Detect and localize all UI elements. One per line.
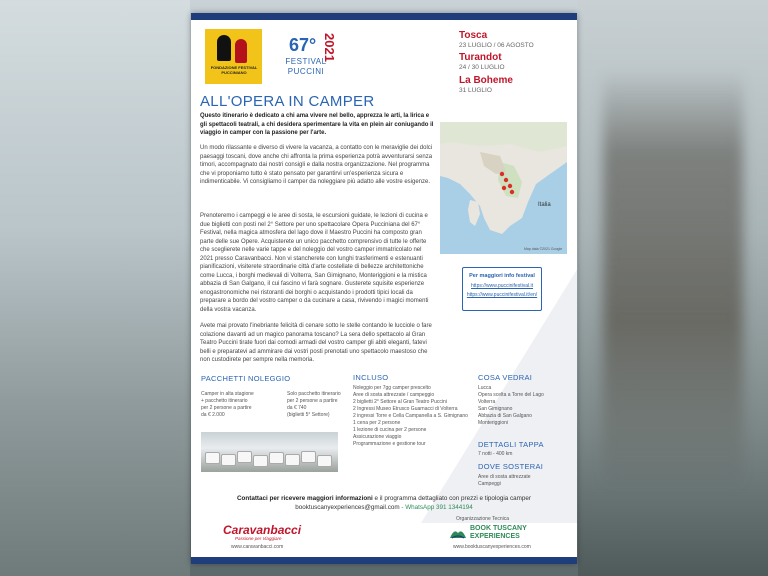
map-pin-icon[interactable] bbox=[508, 184, 512, 188]
dove-sosterai-heading: DOVE SOSTERAI bbox=[478, 462, 544, 471]
show-dates: 31 LUGLIO bbox=[459, 87, 492, 94]
list-item: Assicurazione viaggio bbox=[353, 434, 402, 440]
show-title: Turandot bbox=[459, 52, 502, 63]
contact-block bbox=[191, 494, 577, 512]
show-dates: 24 / 30 LUGLIO bbox=[459, 64, 505, 71]
contact-whatsapp[interactable]: - WhatsApp 391 1344194 bbox=[399, 504, 473, 511]
pacchetto-itinerario: Solo pacchetto itinerario per 2 persone a partire da € 740 (biglietti 5° Settore) bbox=[287, 391, 341, 418]
festival-year: 2021 bbox=[322, 33, 337, 62]
festival-number: 67° bbox=[289, 35, 317, 55]
body-paragraph: Prenoteremo i campeggi e le aree di sosta, le escursioni guidate, le lezioni di cucina e due biglietti con posti nel 2° Settore per uno spettacolare Opera Pucciniana del 67° Festival, nella magica atmosfera del lago dove il Maestro Puccini ha composto gran parte delle sue Opere. Acquisterete un unico pacchetto comprensivo di tutte le offerte che sceglierete nelle varie tappe e del noleggio del vostro camper immatricolato nel 2021 presso Caravanbacci. Non vi stancherete con lunghi trasferimenti e estenuanti pianificazioni, visiterete straordinarie città d'arte costellate di bellezze architettoniche come Lucca, i borghi medievali di Volterra, San Gimignano, Monteriggioni e la mistica abbazia di San Galgano, il cui fascino vi farà sognare. Gusterete squisite esperienze enogastronomiche nei ristoranti dei borghi o acquistando i prodotti tipici locali da preparare a bordo del vostro camper o da cucinare a casa, rivivendo i magici momenti della vostra vacanza. bbox=[200, 213, 429, 313]
poster-text: FONDAZIONE FESTIVAL PUCCINIANO bbox=[210, 65, 258, 75]
contact-email[interactable]: booktuscanyexperiences@gmail.com bbox=[295, 504, 400, 511]
map-pin-icon[interactable] bbox=[500, 172, 504, 176]
map-pin-icon[interactable] bbox=[504, 178, 508, 182]
body-paragraph: Un modo rilassante e diverso di vivere la vacanza, a contatto con le meraviglie dei dolci paesaggi toscani, dove anche chi affronta la prima esperienza potrà avventurarsi senza timori, accompagnato dai nostri consigli e dalla nostra organizzazione. Nel programma che vi proponiamo tutto è stato pensato per garantirvi un'esperienza sicura e indimenticabile. Vi consigliamo il camper da noleggiare più adatto alle vostre esigenze. bbox=[200, 145, 433, 185]
map-graphic bbox=[440, 122, 567, 254]
caravanbacci-logo: Caravanbacci bbox=[223, 523, 302, 537]
background-pavilion bbox=[603, 70, 743, 490]
list-item: 2 ingressi Torre e Cella Campanella a S. Gimignano bbox=[353, 413, 468, 419]
caravanbacci-tagline: Passione per Viaggiare bbox=[235, 536, 282, 541]
route-map[interactable] bbox=[440, 122, 567, 254]
dettagli-text: 7 notti - 400 km bbox=[478, 451, 513, 457]
list-item: 1 lezione di cucina per 2 persone bbox=[353, 427, 427, 433]
info-box bbox=[462, 267, 542, 311]
festival-poster-logo bbox=[205, 29, 262, 84]
org-label: Organizzazione Tecnica bbox=[456, 516, 509, 522]
singer-silhouette-icon bbox=[217, 35, 231, 61]
cosa-vedrai-heading: COSA VEDRAI bbox=[478, 373, 533, 382]
list-item: Lucca bbox=[478, 385, 492, 391]
show-title: Tosca bbox=[459, 30, 488, 41]
map-country-label: Italia bbox=[538, 202, 551, 208]
list-item: 1 cena per 2 persone bbox=[353, 420, 401, 426]
book-tuscany-url[interactable]: www.booktuscanyexperiences.com bbox=[453, 544, 531, 550]
list-item: Campeggi bbox=[478, 481, 501, 487]
info-box-heading: Per maggiori info festival bbox=[469, 273, 535, 279]
book-tuscany-logo-icon bbox=[449, 526, 467, 540]
list-item: Abbazia di San Galgano bbox=[478, 413, 532, 419]
map-credit: Map data ©2021 Google bbox=[524, 247, 563, 251]
incluso-heading: INCLUSO bbox=[353, 373, 389, 382]
caravans-photo bbox=[201, 432, 338, 472]
list-item: 2 Ingressi Museo Etrusco Guarnacci di Volterra bbox=[353, 406, 458, 412]
brochure-page bbox=[191, 13, 577, 564]
list-item: Noleggio per 7gg camper prescelto bbox=[353, 385, 431, 391]
contact-heading: Contattaci per ricevere maggiori informazioni bbox=[237, 495, 373, 502]
map-pin-icon[interactable] bbox=[510, 190, 514, 194]
show-dates: 23 LUGLIO / 06 AGOSTO bbox=[459, 42, 534, 49]
body-paragraph: Avete mai provato l'inebriante felicità di cenare sotto le stelle contando le lucciole o fare colazione davanti ad un magico panorama toscano? La sera dello spettacolo al Gran Teatro Puccini tirate fuori dai comodi armadi del vostro camper gli abiti eleganti, fatevi belli e preparatevi ad ammirare dai vostri posti prenotati uno spettacolo maestoso che non custodirete per sempre nella memoria. bbox=[200, 323, 432, 363]
list-item: San Gimignano bbox=[478, 406, 513, 412]
book-tuscany-name: BOOK TUSCANY EXPERIENCES bbox=[470, 525, 527, 540]
list-item: Aree di sosta attrezzate bbox=[478, 474, 531, 480]
page-title: ALL'OPERA IN CAMPER bbox=[200, 93, 375, 110]
festival-name: FESTIVAL PUCCINI bbox=[285, 57, 327, 76]
pacchetti-heading: PACCHETTI NOLEGGIO bbox=[201, 374, 291, 383]
caravanbacci-url[interactable]: www.caravanbacci.com bbox=[231, 544, 284, 550]
list-item: 2 biglietti 2° Settore al Gran Teatro Puccini bbox=[353, 399, 447, 405]
list-item: Monteriggioni bbox=[478, 420, 509, 426]
top-bar bbox=[191, 13, 577, 20]
festival-link[interactable]: https://www.puccinifestival.it bbox=[471, 283, 533, 289]
list-item: Volterra bbox=[478, 399, 496, 405]
map-pin-icon[interactable] bbox=[502, 186, 506, 190]
list-item: Aree di sosta attrezzate / campeggio bbox=[353, 392, 435, 398]
dettagli-heading: DETTAGLI TAPPA bbox=[478, 440, 544, 449]
pacchetto-camper: Camper in alta stagione + pacchetto itinerario per 2 persone a partire da € 2.000 bbox=[201, 391, 254, 418]
list-item: Programmazione e gestione tour bbox=[353, 441, 426, 447]
incluso-list bbox=[353, 385, 468, 448]
show-title: La Boheme bbox=[459, 75, 513, 86]
singer-silhouette-icon bbox=[235, 39, 247, 63]
background-left bbox=[0, 0, 190, 576]
contact-text: e il programma dettagliato con prezzi e tipologia camper bbox=[372, 495, 531, 502]
bottom-bar bbox=[191, 557, 577, 564]
festival-link-en[interactable]: https://www.puccinifestival.it/en/ bbox=[466, 292, 538, 298]
cosa-vedrai-list bbox=[478, 385, 544, 427]
list-item: Opera scelta a Torre del Lago bbox=[478, 392, 544, 398]
dove-sosterai-list bbox=[478, 474, 531, 488]
lead-paragraph: Questo itinerario è dedicato a chi ama vivere nel bello, apprezza le arti, la lirica e gli spettacoli teatrali, a chi desidera sperimentare la vita en plein air coniugando il viaggio in camper con la passione per l'arte. bbox=[200, 113, 434, 136]
